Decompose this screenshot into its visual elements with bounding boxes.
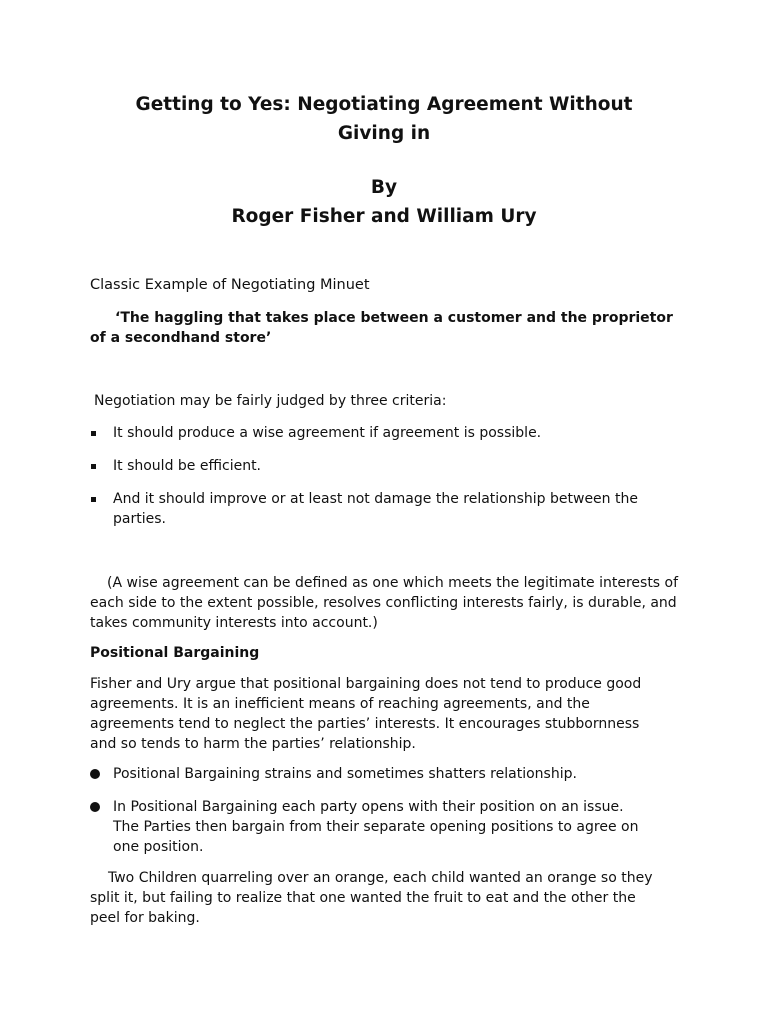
wise-agreement-note: (A wise agreement can be defined as one which meets the legitimate interests of each side to the extent possible, resolves conflicting interests fairly, is durable, and takes community interests into account.)	[90, 575, 679, 631]
positional-point	[90, 764, 690, 784]
positional-point-text: Positional Bargaining strains and sometimes shatters relationship.	[113, 766, 577, 782]
positional-paragraph: Fisher and Ury argue that positional bargaining does not tend to produce good agreements. It is an inefficient means of reaching agreements, and the agreements tend to neglect the parties’ interests. It encourages stubbornness and so tends to harm the parties’ relationship.	[90, 676, 642, 752]
criteria-intro: Negotiation may be fairly judged by three criteria:	[94, 393, 447, 409]
criteria-item	[90, 456, 690, 476]
document-title-line-1: Getting to Yes: Negotiating Agreement Without	[135, 94, 633, 115]
byline-label: By	[370, 177, 398, 198]
criteria-item	[90, 489, 690, 529]
quote-text: ‘The haggling that takes place between a customer and the proprietor of a secondhand store’	[90, 310, 673, 346]
criteria-item-text: And it should improve or at least not damage the relationship between the parties.	[113, 491, 638, 527]
criteria-item-text: It should produce a wise agreement if agreement is possible.	[113, 425, 542, 441]
criteria-item-text: It should be efficient.	[113, 458, 262, 474]
document-title-line-2: Giving in	[337, 123, 431, 144]
section-heading-positional: Positional Bargaining	[90, 645, 260, 661]
section-heading-minuet: Classic Example of Negotiating Minuet	[90, 277, 370, 293]
authors: Roger Fisher and William Ury	[231, 206, 537, 227]
criteria-item	[90, 423, 690, 443]
positional-point-text: In Positional Bargaining each party opens with their position on an issue. The Parties then bargain from their separate opening positions to agree on one position.	[113, 799, 639, 855]
orange-example: Two Children quarreling over an orange, each child wanted an orange so they split it, but failing to realize that one wanted the fruit to eat and the other the peel for baking.	[90, 870, 653, 926]
positional-point	[90, 797, 690, 857]
